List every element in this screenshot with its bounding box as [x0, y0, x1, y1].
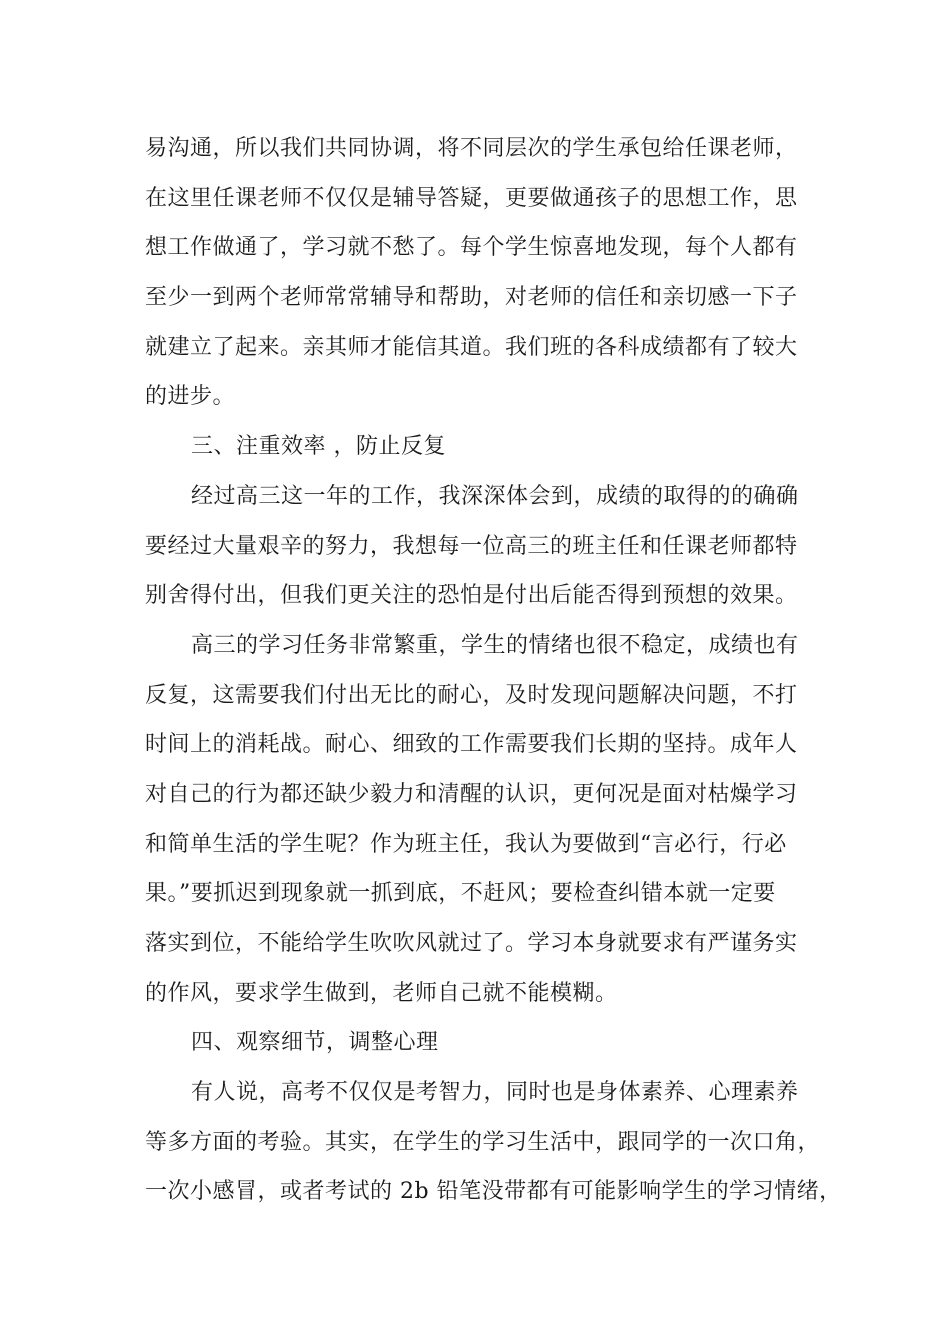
text-line: 果。”要抓迟到现象就一抓到底，不赶风；要检查纠错本就一定要 [145, 881, 776, 907]
text-line: 经过高三这一年的工作，我深深体会到，成绩的取得的的确确 [191, 483, 799, 509]
text-line: 对自己的行为都还缺少毅力和清醒的认识，更何况是面对枯燥学习 [145, 781, 798, 807]
text-line: 要经过大量艰辛的努力，我想每一位高三的班主任和任课老师都特 [145, 533, 798, 559]
section-heading: 四、观察细节，调整心理 [191, 1030, 439, 1056]
text-line: 有人说，高考不仅仅是考智力，同时也是身体素养、心理素养 [191, 1080, 799, 1106]
text-line: 至少一到两个老师常常辅导和帮助，对老师的信任和亲切感一下子 [145, 285, 798, 311]
text-line: 一次小感冒，或者考试的 2b 铅笔没带都有可能影响学生的学习情绪， [145, 1179, 842, 1205]
text-line: 等多方面的考验。其实，在学生的学习生活中，跟同学的一次口角， [145, 1129, 821, 1155]
text-line: 和简单生活的学生呢？作为班主任，我认为要做到“言必行，行必 [145, 831, 787, 857]
text-line: 高三的学习任务非常繁重，学生的情绪也很不稳定，成绩也有 [191, 632, 799, 658]
body-text [145, 127, 842, 1220]
text-line: 易沟通，所以我们共同协调，将不同层次的学生承包给任课老师， [145, 136, 798, 161]
text-line: 在这里任课老师不仅仅是辅导答疑，更要做通孩子的思想工作，思 [145, 185, 798, 211]
text-line: 反复，这需要我们付出无比的耐心，及时发现问题解决问题，不打 [145, 682, 798, 708]
text-line: 别舍得付出，但我们更关注的恐怕是付出后能否得到预想的效果。 [145, 583, 798, 609]
text-line: 就建立了起来。亲其师才能信其道。我们班的各科成绩都有了较大 [145, 334, 798, 360]
section-heading: 三、注重效率 ，防止反复 [191, 434, 446, 460]
text-line: 落实到位，不能给学生吹吹风就过了。学习本身就要求有严谨务实 [145, 931, 798, 956]
text-line: 的进步。 [145, 384, 236, 410]
text-line: 想工作做通了，学习就不愁了。每个学生惊喜地发现，每个人都有 [145, 235, 798, 261]
text-line: 时间上的消耗战。耐心、细致的工作需要我们长期的坚持。成年人 [145, 732, 798, 758]
text-line: 的作风，要求学生做到，老师自己就不能模糊。 [145, 980, 618, 1006]
